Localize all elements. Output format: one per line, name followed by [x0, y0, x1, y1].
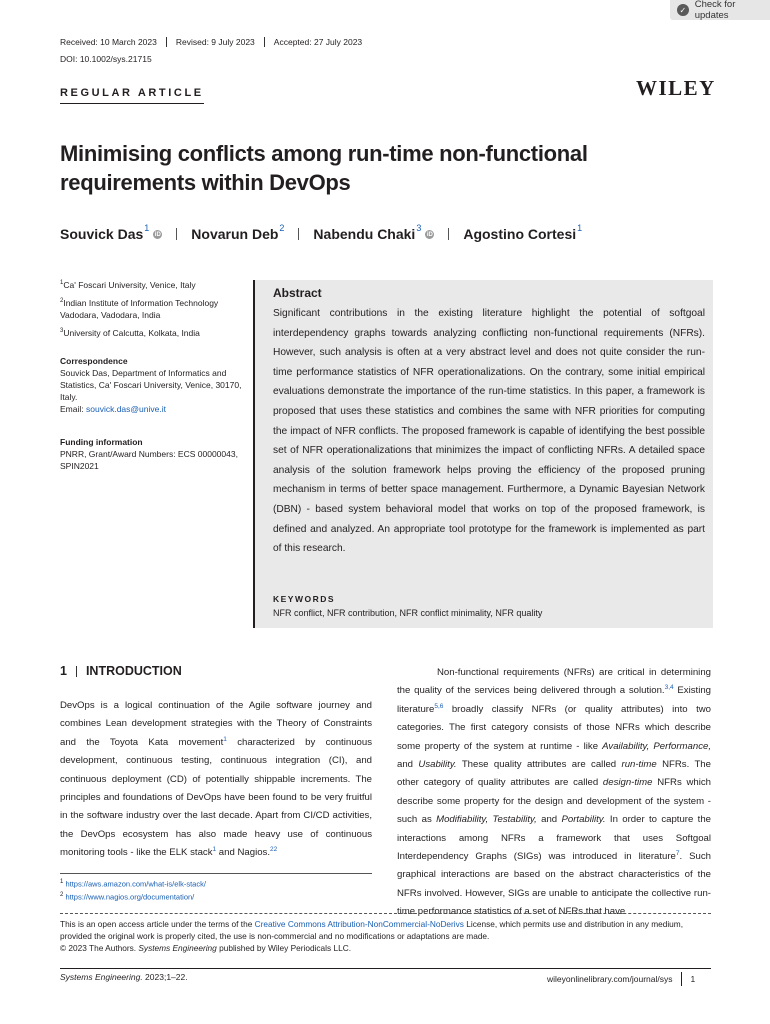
affiliation	[60, 325, 250, 339]
affiliation-ref[interactable]: 3	[416, 223, 422, 233]
publisher-logo: WILEY	[636, 76, 716, 100]
text-run: and	[536, 814, 562, 826]
funding-heading: Funding information	[60, 437, 143, 447]
license-link[interactable]: Creative Commons Attribution-NonCommercial-NoDerivs	[254, 919, 464, 929]
author-name: Novarun Deb	[191, 226, 279, 242]
text-run: and Nagios.	[216, 847, 271, 859]
text-run: NFRs which describe some property for the design and development of the system - such as	[397, 777, 712, 826]
journal-name: Systems Engineering.	[60, 972, 143, 982]
affiliation-number: 1	[60, 280, 64, 286]
keywords-text: NFR conflict, NFR contribution, NFR conflict minimality, NFR quality	[273, 608, 543, 618]
text-run: Availability, Performance,	[602, 740, 711, 752]
footnote-number: 2	[60, 891, 64, 898]
section-heading	[60, 664, 182, 678]
footnote-link[interactable]: 1	[212, 846, 217, 854]
text-run: run-time	[621, 759, 657, 771]
text-run: published by Wiley Periodicals LLC.	[216, 943, 351, 953]
footnote-link[interactable]: https://www.nagios.org/documentation/	[65, 892, 195, 901]
orcid-icon[interactable]: iD	[426, 231, 433, 238]
divider	[448, 228, 449, 240]
text-run: and	[397, 759, 419, 771]
affiliation-number: 2	[60, 298, 64, 304]
footnote	[60, 877, 206, 890]
footnotes	[60, 877, 206, 902]
doi: DOI: 10.1002/sys.21715	[60, 54, 152, 64]
article-history	[60, 35, 371, 49]
check-for-updates-button[interactable]	[670, 0, 770, 20]
intro-paragraph-1	[60, 697, 372, 863]
footnote-link[interactable]: 22	[270, 846, 278, 854]
citation-link[interactable]: 7	[675, 849, 680, 857]
author[interactable]	[60, 223, 162, 242]
email-label: Email:	[60, 404, 86, 414]
text-run: characterized by continuous development, continuous testing, continuous integration (CI), and continuous deployment (CD) of potentially shippable increments. The principles and foundations of DevOps have been found to be very fruitful in the software industry over the last decade. Apart from CI/CD activities, the DevOps ecosystem has also made heavy use of continuous monitoring tools - like the ELK stack	[60, 736, 372, 859]
text-run: Modifiability, Testability,	[436, 814, 537, 826]
received-date: Received: 10 March 2023	[60, 37, 157, 47]
footnote-link[interactable]: https://aws.amazon.com/what-is/elk-stack/	[65, 879, 206, 889]
text-run: DevOps is a logical continuation of the Agile software journey and combines Lean development strategies with the Theory of Constraints and the Toyota Kata movement	[60, 700, 372, 748]
article-type: REGULAR ARTICLE	[60, 87, 204, 104]
affiliation-ref[interactable]: 2	[279, 223, 285, 233]
journal-name: Systems Engineering	[138, 943, 217, 953]
abstract-heading: Abstract	[273, 286, 322, 300]
footer-right	[547, 972, 695, 986]
affiliation-text: University of Calcutta, Kolkata, India	[63, 327, 200, 338]
author[interactable]	[463, 223, 583, 242]
footnote-number: 1	[60, 879, 64, 885]
footer-citation	[60, 972, 188, 982]
accepted-date: Accepted: 27 July 2023	[264, 37, 371, 47]
keywords-heading: KEYWORDS	[273, 594, 336, 604]
title-line-1: Minimising conflicts among run-time non-functional	[60, 141, 588, 166]
section-number: 1	[60, 664, 67, 678]
intro-paragraph-2	[397, 664, 711, 922]
affiliation-number: 3	[60, 328, 64, 334]
correspondence	[60, 355, 250, 415]
journal-url-link[interactable]: wileyonlinelibrary.com/journal/sys	[547, 974, 673, 984]
citation-text: 2023;1–22.	[142, 972, 188, 982]
divider	[176, 228, 177, 240]
footnote-divider	[60, 873, 372, 874]
text-run: Existing literature	[397, 685, 711, 715]
text-run: design-time	[602, 777, 653, 789]
author-name: Agostino Cortesi	[463, 226, 577, 242]
text-run: Non-functional requirements (NFRs) are critical in determining the quality of the services being delivered through a solution.	[397, 667, 711, 697]
divider	[76, 666, 77, 677]
citation-link[interactable]: 5,6	[434, 702, 444, 710]
affiliation-ref[interactable]: 1	[144, 223, 150, 233]
divider	[298, 228, 299, 240]
footnote	[60, 890, 206, 903]
text-run: . Such graphical interactions are based on the abstract characteristics of the NFRs involved. However, SIGs are unable to anticipate the collective run-time performance statistics of a set of NFRs that have	[397, 851, 711, 918]
title-line-2: requirements within DevOps	[60, 170, 351, 195]
check-for-updates-label: Check for updates	[694, 0, 736, 21]
affiliation	[60, 295, 250, 321]
author-name: Nabendu Chaki	[313, 226, 416, 242]
author[interactable]	[191, 223, 285, 242]
section-title: INTRODUCTION	[85, 664, 182, 678]
text-run: NFRs. The other category of quality attributes are called	[397, 759, 711, 789]
divider	[681, 972, 682, 986]
author-name: Souvick Das	[60, 226, 144, 242]
text-run: Usability.	[418, 759, 457, 771]
crossmark-icon: ✓	[677, 4, 689, 16]
page-number: 1	[690, 974, 696, 984]
license-notice	[60, 918, 711, 954]
text-run: © 2023 The Authors.	[60, 943, 139, 953]
funding-text: PNRR, Grant/Award Numbers: ECS 00000043, SPIN2021	[60, 449, 238, 471]
correspondence-heading: Correspondence	[60, 356, 128, 366]
author-list	[60, 223, 583, 242]
revised-date: Revised: 9 July 2023	[166, 37, 264, 47]
paper-title	[60, 139, 660, 197]
affiliation	[60, 277, 250, 291]
affiliation-text: Indian Institute of Information Technology Vadodara, Vadodara, India	[60, 297, 219, 320]
text-run: License, which permits use and distribution in any medium, provided the original work is properly cited, the use is non-commercial and no modifications or adaptations are made.	[60, 919, 684, 941]
text-run: These quality attributes are called	[456, 759, 622, 771]
correspondence-text: Souvick Das, Department of Informatics and Statistics, Ca' Foscari University, Venice, 30170, Italy.	[60, 368, 242, 402]
footer-divider	[60, 968, 711, 969]
text-run: This is an open access article under the terms of the	[60, 919, 255, 929]
text-run: Portability.	[561, 814, 606, 826]
text-run: broadly classify NFRs (or quality attributes) into two categories. The first category consists of those NFRs which describe some property of the system at runtime - like	[397, 703, 711, 752]
affiliation-text: Ca' Foscari University, Venice, Italy	[63, 279, 196, 290]
email-link[interactable]: souvick.das@unive.it	[85, 404, 166, 414]
text-run: In order to capture the interactions among NFRs a framework that uses Softgoal Interdependency Graphs (SIGs) was introduced in literature	[397, 814, 712, 863]
affiliation-ref[interactable]: 1	[577, 223, 583, 233]
abstract-text: Significant contributions in the existing literature highlight the potential of softgoal interdependency graphs towards analyzing conflicting non-functional requirements (NFRs). However, such analysis is often at a very abstract level and does not quite consider the run-time performance statistics of NFR operationalizations. On the contrary, some initial empirical evaluations demonstrate the importance of the run-time statistics. In this paper, a framework is proposed that uses these statistics and combines the same with NFR priorities for computing the impact of NFR conflicts. The proposed framework is capable of identifying the best possible set of NFR operationalizations that minimizes the impact of conflicting NFRs. A detailed space analysis of the solution framework helps proving the efficiency of the proposed pruning mechanism in terms of better space management. Furthermore, a Dynamic Bayesian Network (DBN) - based system behavioral model that works on top of the proposed framework, is defined and analyzed. An appropriate tool prototype for the framework is implemented as part of this research.	[273, 308, 705, 555]
orcid-icon[interactable]: iD	[154, 231, 161, 238]
license-divider	[60, 913, 711, 914]
citation-link[interactable]: 3,4	[664, 684, 674, 692]
author[interactable]	[313, 223, 434, 242]
citation-link[interactable]: 1	[223, 735, 227, 743]
funding	[60, 436, 250, 472]
abstract-box	[253, 280, 713, 628]
